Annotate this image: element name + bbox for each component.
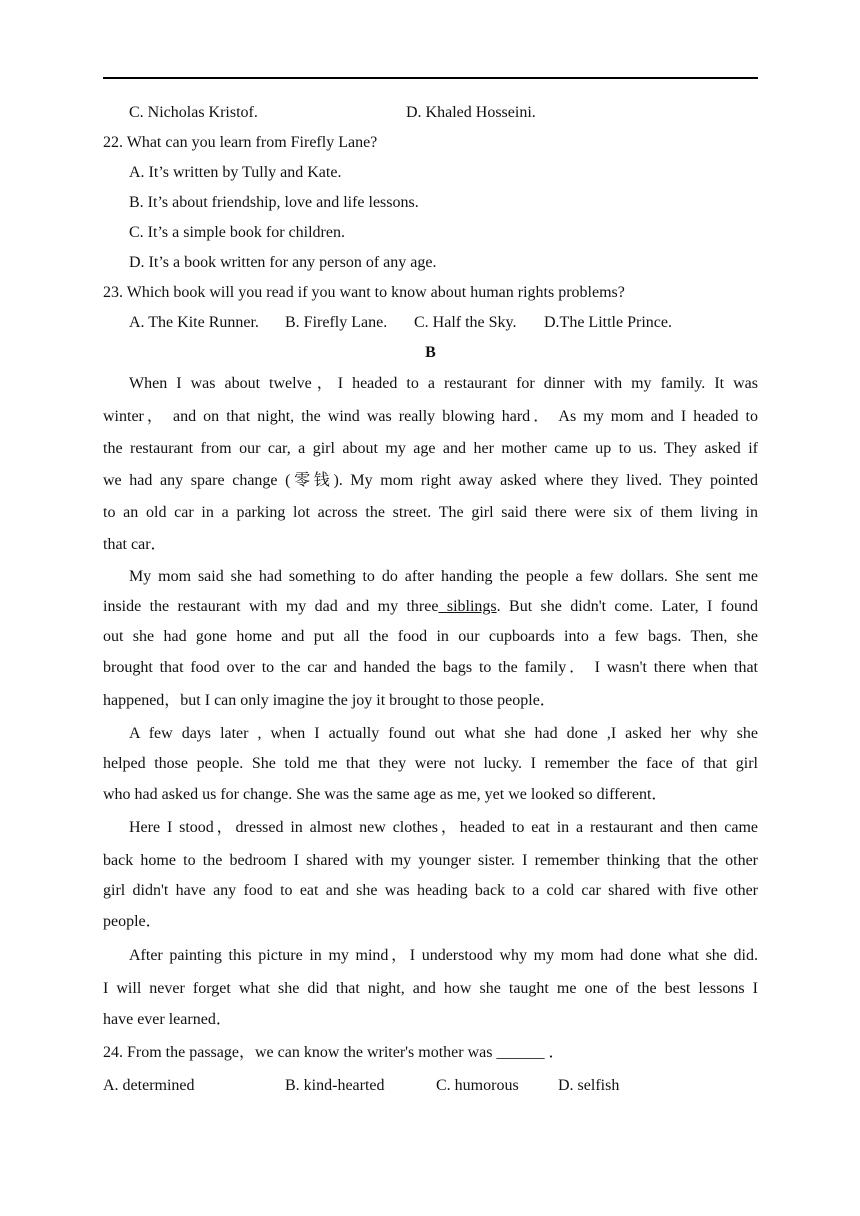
q23-question: 23. Which book will you read if you want to know about human rights problems? — [103, 284, 625, 301]
p5-line: I will never forget what she did that night, and how she taught me one of the best lessons I — [103, 980, 758, 997]
p1-line: When I was about twelve，I headed to a restaurant for dinner with my family. It was — [129, 375, 758, 392]
p4-line: girl didn't have any food to eat and she was heading back to a cold car shared with five other — [103, 882, 758, 899]
p5-line: have ever learned． — [103, 1011, 232, 1028]
q24-option-a: A. determined — [103, 1077, 195, 1094]
p2-line: My mom said she had something to do after handing the people a few dollars. She sent me — [129, 568, 758, 585]
q22-option-a: A. It’s written by Tully and Kate. — [129, 164, 342, 181]
q23-options-row — [129, 313, 784, 333]
p5-line: After painting this picture in my mind，I understood why my mom had done what she did. — [129, 947, 758, 964]
p3-line: A few days later , when I actually found out what she had done ,I asked her why she — [129, 725, 758, 742]
q24-option-b: B. kind-hearted — [285, 1077, 385, 1094]
section-heading: B — [425, 344, 436, 361]
q23-option-d: D.The Little Prince. — [544, 314, 672, 331]
q21-options-row — [129, 103, 784, 123]
p1-line: that car． — [103, 536, 167, 553]
p2-text: inside the restaurant with my dad and my three — [103, 598, 439, 615]
underlined-word-siblings: siblings — [438, 598, 497, 615]
q23-option-b: B. Firefly Lane. — [285, 314, 388, 331]
p1-line: we had any spare change (零钱). My mom right away asked where they lived. They pointed — [103, 472, 758, 489]
q23-option-a: A. The Kite Runner. — [129, 314, 259, 331]
q22-option-d: D. It’s a book written for any person of any age. — [129, 254, 437, 271]
p1-line: winter， and on that night, the wind was really blowing hard． As my mom and I headed to — [103, 408, 759, 425]
p2-line — [103, 597, 758, 617]
p4-line: people． — [103, 913, 162, 930]
p1-line: to an old car in a parking lot across the street. The girl said there were six of them living in — [103, 504, 758, 521]
q24-question: 24. From the passage，we can know the writer's mother was ______ ． — [103, 1044, 565, 1061]
p4-line: back home to the bedroom I shared with my younger sister. I remember thinking that the other — [103, 852, 758, 869]
q22-option-b: B. It’s about friendship, love and life lessons. — [129, 194, 419, 211]
p2-line: brought that food over to the car and handed the bags to the family． I wasn't there when that — [103, 659, 758, 676]
q21-option-d: D. Khaled Hosseini. — [406, 104, 536, 121]
p1-line: the restaurant from our car, a girl about my age and her mother came up to us. They asked if — [103, 440, 758, 457]
p3-line: helped those people. She told me that they were not lucky. I remember the face of that girl — [103, 755, 758, 772]
p2-text: . But she didn't come. Later, I found — [496, 598, 759, 615]
q21-option-c: C. Nicholas Kristof. — [129, 104, 258, 121]
p2-line: out she had gone home and put all the food in our cupboards into a few bags. Then, she — [103, 628, 758, 645]
p2-line: happened，but I can only imagine the joy it brought to those people． — [103, 692, 556, 709]
q24-option-c: C. humorous — [436, 1077, 519, 1094]
q23-option-c: C. Half the Sky. — [414, 314, 517, 331]
p3-line: who had asked us for change. She was the same age as me, yet we looked so different． — [103, 786, 668, 803]
q24-option-d: D. selfish — [558, 1077, 620, 1094]
header-rule — [103, 77, 758, 79]
p4-line: Here I stood，dressed in almost new clothes，headed to eat in a restaurant and then came — [129, 819, 759, 836]
q22-question: 22. What can you learn from Firefly Lane? — [103, 134, 378, 151]
q22-option-c: C. It’s a simple book for children. — [129, 224, 345, 241]
q24-options-row — [103, 1076, 758, 1096]
